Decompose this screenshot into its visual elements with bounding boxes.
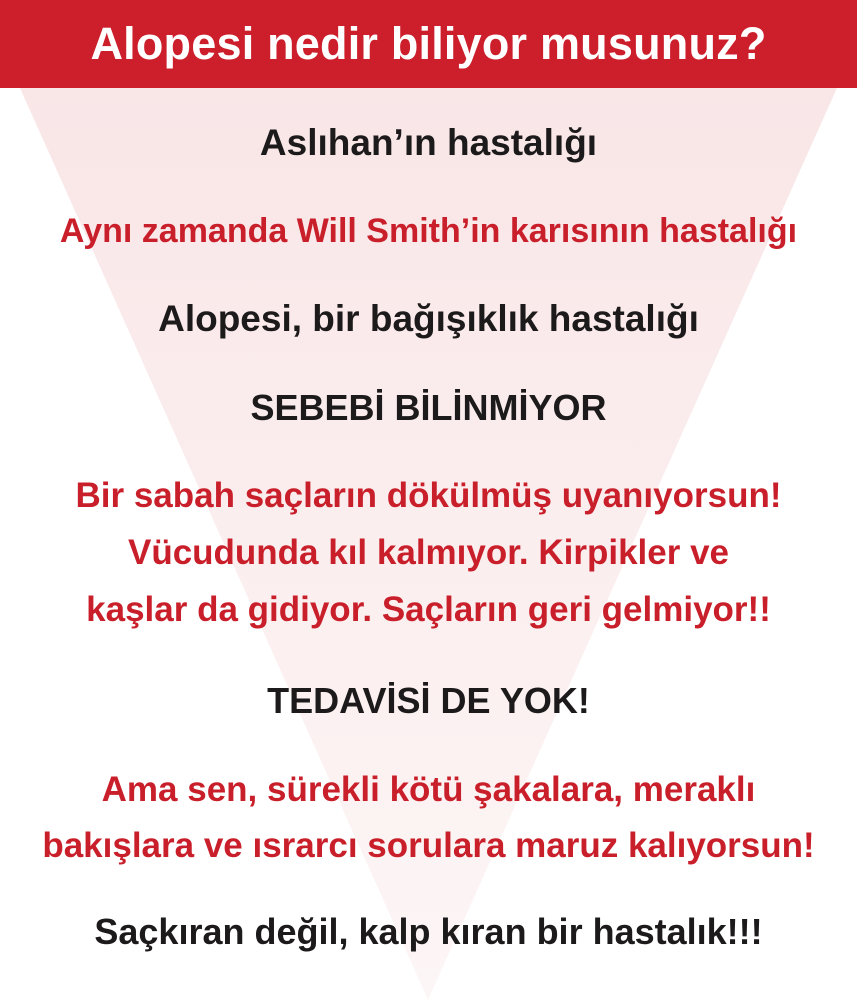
paragraph1-line2: Vücudunda kıl kalmıyor. Kirpikler ve [127, 533, 730, 572]
paragraph1-line1: Bir sabah saçların dökülmüş uyanıyorsun! [75, 476, 782, 515]
paragraph2-line1: Ama sen, sürekli kötü şakalara, meraklı [101, 770, 756, 809]
closing-statement: Saçkıran değil, kalp kıran bir hastalık!!! [94, 911, 763, 952]
subtitle-aslihan: Aslıhan’ın hastalığı [259, 122, 598, 163]
will-smith-line: Aynı zamanda Will Smith’in karısının hastalığı [59, 212, 798, 250]
no-treatment-heading: TEDAVİSİ DE YOK! [267, 680, 590, 721]
page-title: Alopesi nedir biliyor musunuz? [90, 18, 767, 69]
paragraph1-line3: kaşlar da gidiyor. Saçların geri gelmiyor!! [86, 590, 771, 629]
immune-disease-line: Alopesi, bir bağışıklık hastalığı [158, 298, 699, 339]
title-banner [0, 0, 857, 88]
paragraph2-line2: bakışlara ve ısrarcı sorulara maruz kalıyorsun! [42, 826, 815, 865]
cause-unknown-heading: SEBEBİ BİLİNMİYOR [250, 387, 607, 428]
